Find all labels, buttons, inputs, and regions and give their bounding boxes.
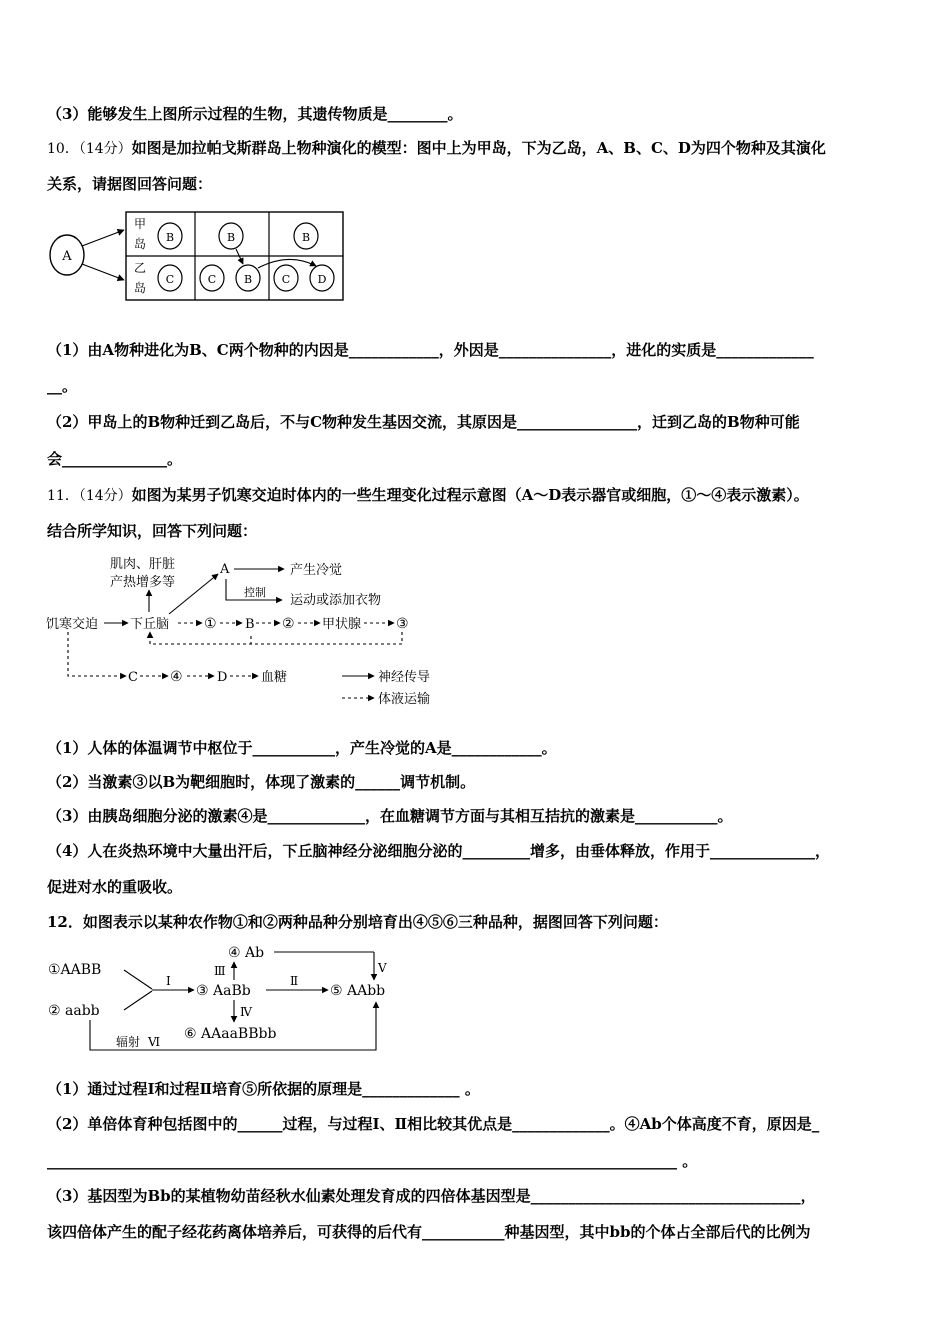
svg-text:C: C bbox=[207, 273, 217, 286]
control-label: 控制 bbox=[244, 586, 266, 599]
q10-stem-text: 如图是加拉帕戈斯群岛上物种演化的模型：图中上为甲岛，下为乙岛，A、B、C、D为四个物种及其演化 bbox=[131, 139, 826, 157]
species-a-label: A bbox=[62, 249, 72, 264]
action-text: 运动或添加衣物 bbox=[290, 593, 382, 608]
q12-breeding-diagram bbox=[44, 940, 414, 1060]
radiation-label: 辐射 bbox=[116, 1035, 141, 1049]
island-jia-1: 甲 bbox=[134, 217, 147, 231]
q11-part3: （3）由胰岛细胞分泌的激素④是_____________，在血糖调节方面与其相互拮抗的激素是___________。 bbox=[47, 807, 733, 825]
q12-part3-line1: （3）基因型为Bb的某植物幼苗经秋水仙素处理发育成的四倍体基因型是____________________________________， bbox=[47, 1187, 816, 1205]
node-thyroid: 甲状腺 bbox=[322, 617, 362, 632]
q10-number: 10． bbox=[47, 141, 79, 157]
svg-text:C: C bbox=[165, 273, 175, 286]
legend-fluid: 体液运输 bbox=[378, 692, 431, 707]
q10-part2-line2: 会______________。 bbox=[47, 450, 183, 468]
node-blood-sugar: 血糖 bbox=[261, 670, 288, 685]
q11-stem-text: 如图为某男子饥寒交迫时体内的一些生理变化过程示意图（A～D表示器官或细胞，①～④表示激素）。 bbox=[131, 486, 809, 504]
process-v: Ⅴ bbox=[378, 961, 387, 975]
svg-text:B: B bbox=[226, 231, 236, 244]
process-ii: Ⅱ bbox=[290, 974, 299, 988]
hormone-4: ④ bbox=[170, 669, 183, 685]
hormone-1: ① bbox=[204, 616, 217, 632]
q10-stem-line1 bbox=[47, 138, 826, 159]
island-yi-2: 岛 bbox=[134, 281, 147, 295]
q11-score: （14分） bbox=[78, 488, 132, 504]
q10-island-diagram bbox=[44, 206, 349, 306]
svg-text:B: B bbox=[165, 231, 175, 244]
variety-6: ⑥ AAaaBBbb bbox=[184, 1026, 277, 1042]
svg-text:B: B bbox=[243, 273, 253, 286]
muscle-liver-1: 肌肉、肝脏 bbox=[110, 557, 176, 572]
variety-3: ③ AaBb bbox=[196, 983, 251, 999]
island-yi-1: 乙 bbox=[134, 261, 147, 275]
node-c: C bbox=[128, 670, 138, 685]
q11-stem-line2: 结合所学知识，回答下列问题： bbox=[47, 522, 258, 540]
muscle-liver-2: 产热增多等 bbox=[110, 575, 176, 590]
q11-part2: （2）当激素③以B为靶细胞时，体现了激素的______调节机制。 bbox=[47, 773, 476, 791]
q10-part1-line2: __。 bbox=[47, 377, 78, 395]
island-jia-2: 岛 bbox=[134, 237, 147, 251]
variety-2: ② aabb bbox=[48, 1003, 100, 1019]
q11-part1: （1）人体的体温调节中枢位于___________，产生冷觉的A是____________。 bbox=[47, 739, 557, 757]
variety-4: ④ Ab bbox=[228, 945, 265, 961]
q11-stem-line1 bbox=[47, 485, 809, 506]
q11-number: 11． bbox=[47, 488, 79, 504]
svg-text:B: B bbox=[301, 231, 311, 244]
arrow-b-to-d bbox=[258, 259, 316, 268]
arrow-a-to-b bbox=[82, 230, 124, 246]
node-d: D bbox=[217, 670, 228, 685]
variety-1: ①AABB bbox=[48, 962, 102, 978]
q10-part1-line1: （1）由A物种进化为B、C两个物种的内因是____________，外因是_______________，进化的实质是_____________ bbox=[47, 341, 814, 359]
variety-5: ⑤ AAbb bbox=[330, 983, 386, 999]
q12-part1: （1）通过过程Ⅰ和过程Ⅱ培育⑤所依据的原理是_____________ 。 bbox=[47, 1080, 480, 1098]
q9-part3: （3）能够发生上图所示过程的生物，其遗传物质是________。 bbox=[47, 105, 463, 123]
process-vi: Ⅵ bbox=[148, 1035, 161, 1049]
node-b: B bbox=[245, 617, 255, 632]
q12-part3-line2: 该四倍体产生的配子经花药离体培养后，可获得的后代有___________种基因型，其中bb的个体占全部后代的比例为 bbox=[47, 1223, 811, 1241]
svg-text:D: D bbox=[317, 273, 327, 286]
node-hypothalamus: 下丘脑 bbox=[130, 617, 170, 632]
q12-part2-line1: （2）单倍体育种包括图中的______过程，与过程Ⅰ、Ⅱ相比较其优点是_____________。④Ab个体高度不育，原因是_ bbox=[47, 1115, 820, 1133]
q11-thermoregulation-diagram bbox=[44, 552, 454, 712]
legend-nerve: 神经传导 bbox=[378, 670, 431, 685]
arrow-a-to-c bbox=[82, 264, 124, 280]
node-a: A bbox=[220, 562, 230, 577]
q10-score: （14分） bbox=[78, 141, 132, 157]
process-iv: Ⅳ bbox=[240, 1005, 252, 1019]
hormone-3: ③ bbox=[396, 616, 409, 632]
process-i: Ⅰ bbox=[166, 974, 171, 988]
hormone-2: ② bbox=[282, 616, 295, 632]
svg-text:C: C bbox=[281, 273, 291, 286]
process-iii: Ⅲ bbox=[214, 964, 226, 978]
q10-stem-line2: 关系，请据图回答问题： bbox=[47, 175, 213, 193]
q11-part4-line1: （4）人在炎热环境中大量出汗后，下丘脑神经分泌细胞分泌的_________增多，由垂体释放，作用于______________， bbox=[47, 842, 830, 860]
cold-sensation: 产生冷觉 bbox=[290, 563, 343, 578]
q10-part2-line1: （2）甲岛上的B物种迁到乙岛后，不与C物种发生基因交流，其原因是________________，迁到乙岛的B物种可能 bbox=[47, 413, 800, 431]
node-start: 饥寒交迫 bbox=[46, 617, 99, 632]
q11-part4-line2: 促进对水的重吸收。 bbox=[47, 878, 183, 896]
q12-part2-line2: ____________________________________________________________________________________ 。 bbox=[47, 1152, 698, 1170]
q12-stem: 12．如图表示以某种农作物①和②两种品种分别培育出④⑤⑥三种品种，据图回答下列问题： bbox=[47, 913, 668, 931]
